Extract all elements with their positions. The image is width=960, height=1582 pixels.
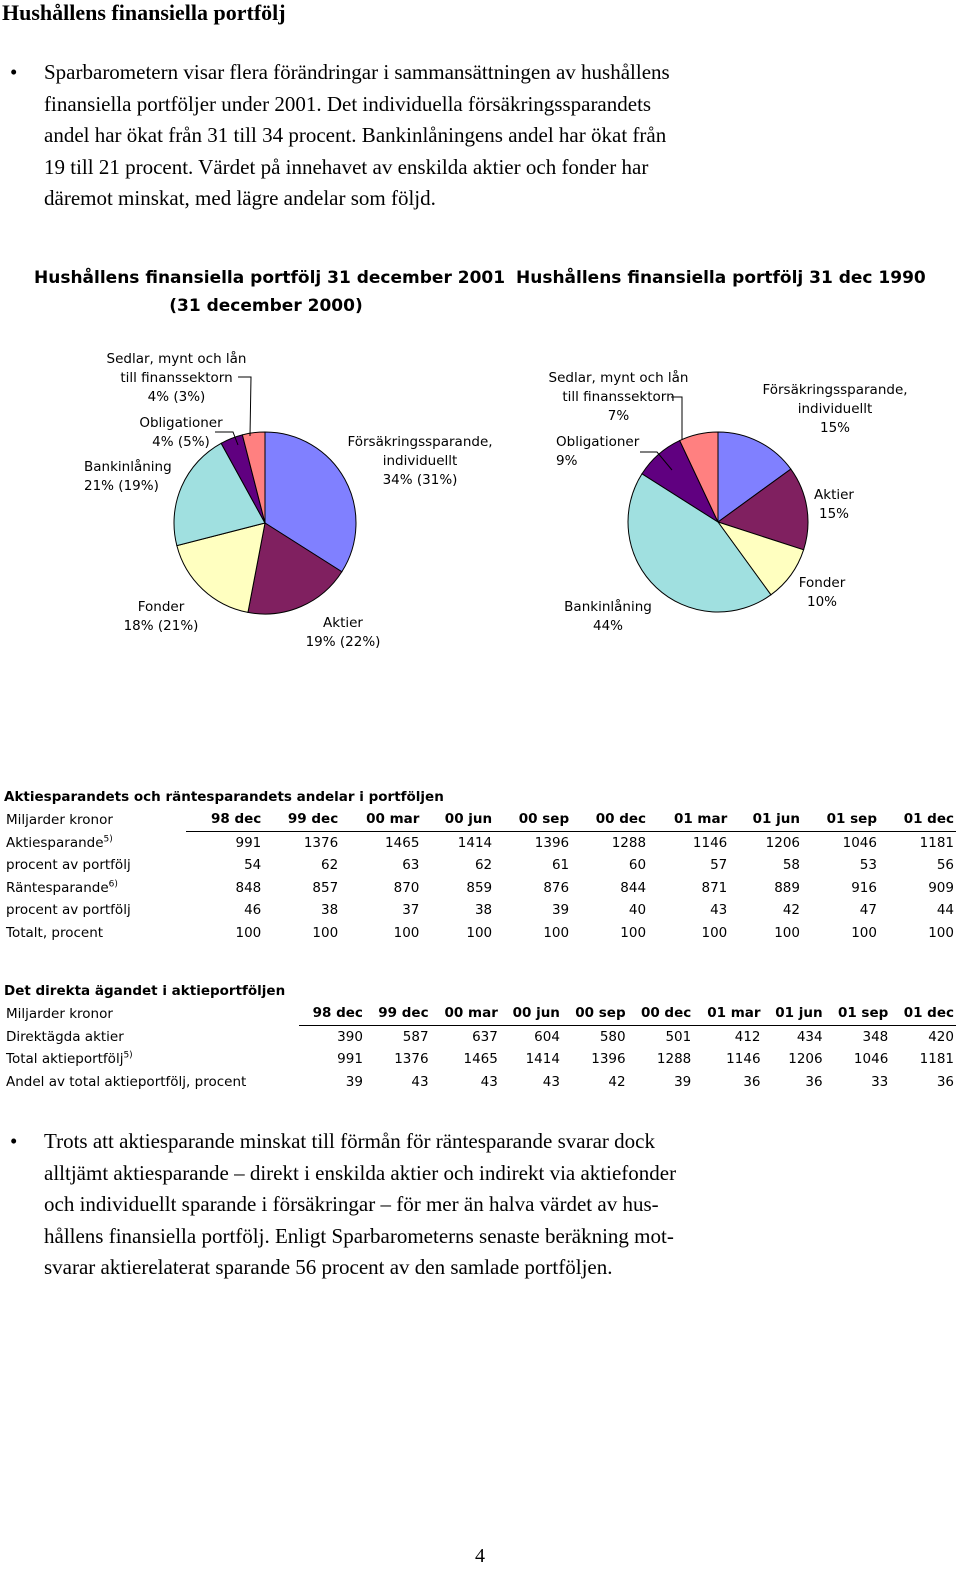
- row-label-cell: [4, 899, 186, 922]
- table-cell: 100: [543, 924, 570, 941]
- table-header-row: [4, 808, 956, 831]
- table-cell: 53: [859, 857, 877, 874]
- table1-title: Aktiesparandets och räntesparandets andelar i portföljen: [4, 789, 444, 805]
- table-cell: 420: [928, 1028, 954, 1045]
- label-fonder-2001: [118, 598, 204, 636]
- table-cell: 1396: [591, 1051, 626, 1068]
- row-label-cell: [4, 922, 186, 945]
- label-line: Fonder: [137, 599, 185, 615]
- table-cell: 871: [701, 879, 728, 896]
- bullet-line: alltjämt aktiesparande – direkt i enskilda aktier och indirekt via aktiefonder: [44, 1160, 677, 1185]
- table-row: [4, 854, 956, 877]
- table-cell: 62: [474, 857, 493, 874]
- table-row: [4, 1025, 956, 1048]
- row-label-cell: [4, 854, 186, 877]
- table-cell: 38: [474, 902, 493, 919]
- table-cell: 62: [321, 857, 339, 874]
- table-cell: 1181: [919, 1051, 954, 1068]
- table-cell: 637: [472, 1028, 498, 1045]
- row-label-cell: [4, 1071, 299, 1094]
- table-cell: 36: [743, 1073, 761, 1090]
- label-pct: 21% (19%): [84, 478, 159, 494]
- bullet-line: Sparbarometern visar flera förändringar i sammansättningen av hushållens: [44, 60, 670, 84]
- table-cell: 100: [851, 924, 877, 941]
- label-pct: 15%: [819, 420, 850, 436]
- table-cell: 46: [244, 902, 262, 919]
- column-header: 01 dec: [879, 808, 956, 831]
- label-pct: 15%: [818, 506, 849, 522]
- column-header: 01 sep: [802, 808, 879, 831]
- bullet-line: hållens finansiella portfölj. Enligt Sparbarometerns senaste beräkning mot-: [44, 1223, 674, 1248]
- label-obligationer-1990: [556, 433, 646, 471]
- table-cell: 54: [244, 857, 262, 874]
- column-header: 01 jun: [763, 1002, 825, 1025]
- label-forsakring-2001: [345, 433, 495, 490]
- table-cell: 63: [402, 857, 420, 874]
- table-cell: 1046: [853, 1051, 889, 1068]
- table-cell: 991: [337, 1051, 363, 1068]
- table-row: [4, 1048, 956, 1071]
- table-cell: 42: [608, 1073, 626, 1090]
- column-header: 99 dec: [263, 808, 340, 831]
- footnote-marker: 5): [103, 834, 113, 844]
- column-header: 00 jun: [421, 808, 494, 831]
- table-cell: 916: [851, 879, 877, 896]
- table-cell: 47: [859, 902, 877, 919]
- label-bankinlaning-1990: [560, 598, 656, 636]
- label-pct: 19% (22%): [305, 634, 381, 650]
- table-cell: 1146: [726, 1051, 761, 1068]
- table-cell: 39: [551, 902, 570, 919]
- label-aktier-2001: [300, 614, 386, 652]
- table-cell: 1376: [303, 834, 339, 851]
- table-cell: 889: [774, 879, 800, 896]
- table-cell: 33: [871, 1073, 889, 1090]
- table-cell: 857: [312, 879, 339, 896]
- label-line: Sedlar, mynt och lån: [548, 370, 689, 386]
- label-pct: 34% (31%): [382, 472, 458, 488]
- label-obligationer-2001: [134, 414, 228, 452]
- table-cell: 36: [805, 1073, 823, 1090]
- column-header: 01 jun: [729, 808, 802, 831]
- table-cell: 848: [235, 879, 262, 896]
- label-pct: 44%: [592, 618, 623, 634]
- table-cell: 991: [235, 834, 262, 851]
- row-label: Totalt, procent: [6, 924, 104, 941]
- table-cell: 43: [542, 1073, 560, 1090]
- page-heading: Hushållens finansiella portfölj: [2, 0, 286, 25]
- label-line: Obligationer: [556, 434, 640, 450]
- label-line: till finanssektorn: [562, 389, 675, 405]
- chart-title-text: Hushållens finansiella portfölj 31 dec 1990: [516, 268, 926, 288]
- row-label: Andel av total aktieportfölj, procent: [6, 1073, 247, 1090]
- label-pct: 4% (3%): [147, 389, 206, 405]
- label-line: Bankinlåning: [564, 599, 652, 615]
- table-cell: 100: [701, 924, 728, 941]
- label-sedlar-2001: [104, 350, 249, 407]
- table-direct-ownership: [4, 1002, 956, 1093]
- label-line: Försäkringssparande,: [762, 382, 908, 398]
- chart-subtitle-text: (31 december 2000): [169, 296, 363, 316]
- table-cell: 43: [411, 1073, 429, 1090]
- row-label-cell: [4, 831, 186, 854]
- bullet-dot: •: [10, 1129, 18, 1153]
- label-line: Försäkringssparande,: [347, 434, 493, 450]
- column-header: 00 dec: [571, 808, 648, 831]
- column-header: 00 mar: [431, 1002, 500, 1025]
- table-row: [4, 922, 956, 945]
- row-label: Total aktieportfölj: [6, 1051, 124, 1068]
- table-row: [4, 831, 956, 854]
- label-pct: 9%: [556, 453, 578, 469]
- column-header: 99 dec: [365, 1002, 431, 1025]
- table-cell: 1206: [788, 1051, 823, 1068]
- label-line: Aktier: [814, 487, 854, 503]
- table-cell: 38: [321, 902, 339, 919]
- table-cell: 604: [534, 1028, 560, 1045]
- table-cell: 44: [936, 902, 954, 919]
- table-cell: 56: [936, 857, 954, 874]
- table-cell: 870: [393, 879, 420, 896]
- table-cell: 100: [466, 924, 493, 941]
- table-cell: 1376: [394, 1051, 429, 1068]
- table-cell: 37: [402, 902, 420, 919]
- label-aktier-1990: [804, 486, 864, 524]
- table-cell: 1414: [457, 834, 493, 851]
- label-line: Obligationer: [139, 415, 223, 431]
- table-cell: 100: [235, 924, 262, 941]
- label-line: individuellt: [797, 401, 873, 417]
- table2-title: Det direkta ägandet i aktieportföljen: [4, 983, 286, 999]
- table-cell: 43: [480, 1073, 498, 1090]
- bullet-line: och individuellt sparande i försäkringar – för mer än halva värdet av hus-: [44, 1192, 659, 1216]
- table-portfolio-shares: [4, 808, 956, 944]
- table-cell: 1181: [919, 834, 954, 851]
- label-pct: 7%: [607, 408, 630, 424]
- label-pct: 18% (21%): [123, 618, 199, 634]
- table-cell: 58: [782, 857, 800, 874]
- table-cell: 1206: [765, 834, 800, 851]
- footnote-marker: 6): [108, 879, 118, 890]
- table-row: [4, 899, 956, 922]
- table-cell: 1288: [656, 1051, 692, 1068]
- table-cell: 909: [928, 879, 954, 896]
- label-line: Bankinlåning: [84, 459, 172, 475]
- table-cell: 61: [551, 857, 570, 874]
- pie-chart-2001: [174, 432, 356, 614]
- footnote-marker: 5): [123, 1050, 133, 1061]
- bullet-line: svarar aktierelaterat sparande 56 procent av den samlade portföljen.: [44, 1255, 613, 1279]
- table-cell: 1046: [842, 834, 877, 851]
- table-row: [4, 877, 956, 900]
- bullet-line: andel har ökat från 31 till 34 procent. Bankinlåningens andel har ökat från: [44, 123, 667, 147]
- bullet-line: däremot minskat, med lägre andelar som följd.: [44, 186, 436, 210]
- table-cell: 40: [628, 902, 647, 919]
- table-cell: 100: [620, 924, 647, 941]
- row-label: procent av portfölj: [6, 902, 131, 919]
- table-cell: 390: [337, 1028, 363, 1045]
- table-cell: 412: [734, 1028, 761, 1045]
- label-line: Aktier: [323, 615, 363, 631]
- table-cell: 36: [936, 1073, 954, 1090]
- table-cell: 1146: [692, 834, 728, 851]
- label-line: individuellt: [382, 453, 458, 469]
- table-cell: 60: [628, 857, 647, 874]
- table-cell: 1414: [525, 1051, 560, 1068]
- label-line: Sedlar, mynt och lån: [106, 351, 247, 367]
- label-bankinlaning-2001: [84, 458, 180, 496]
- bullet-dot: •: [10, 60, 18, 84]
- table-cell: 587: [402, 1028, 429, 1045]
- column-header: 98 dec: [299, 1002, 365, 1025]
- column-header: 01 sep: [825, 1002, 891, 1025]
- bullet-paragraph-2: [10, 1126, 910, 1284]
- table-cell: 348: [862, 1028, 889, 1045]
- column-header: 01 mar: [693, 1002, 762, 1025]
- bullet-line: Trots att aktiesparande minskat till förmån för räntesparande svarar dock: [44, 1129, 655, 1153]
- table-unit-label: Miljarder kronor: [6, 811, 113, 828]
- table-cell: 39: [345, 1073, 363, 1090]
- table-cell: 434: [796, 1028, 823, 1045]
- pie-chart-1990: [628, 432, 808, 612]
- table-cell: 42: [782, 902, 800, 919]
- label-pct: 10%: [806, 594, 837, 610]
- column-header: 98 dec: [186, 808, 263, 831]
- table-cell: 57: [710, 857, 728, 874]
- table-cell: 844: [620, 879, 647, 896]
- row-label: procent av portfölj: [6, 857, 131, 874]
- column-header: 00 mar: [340, 808, 421, 831]
- page-number: 4: [475, 1545, 485, 1567]
- table-cell: 876: [543, 879, 570, 896]
- label-pct: 4% (5%): [152, 434, 210, 450]
- row-label: Direktägda aktier: [6, 1028, 124, 1045]
- chart-title-text: Hushållens finansiella portfölj 31 december 2001: [34, 268, 506, 288]
- table-cell: 100: [312, 924, 339, 941]
- column-header: 00 dec: [628, 1002, 694, 1025]
- column-header: 00 jun: [500, 1002, 562, 1025]
- column-header: 01 mar: [648, 808, 729, 831]
- column-header: 00 sep: [562, 1002, 628, 1025]
- label-line: Fonder: [798, 575, 846, 591]
- label-forsakring-1990: [760, 381, 910, 438]
- table-cell: 39: [674, 1073, 692, 1090]
- row-label-cell: [4, 1025, 299, 1048]
- column-header: 00 sep: [494, 808, 571, 831]
- table-row: [4, 1071, 956, 1094]
- table-cell: 43: [710, 902, 728, 919]
- label-line: till finanssektorn: [120, 370, 233, 386]
- row-label: Räntesparande: [6, 879, 109, 896]
- table-cell: 100: [774, 924, 800, 941]
- table-cell: 1465: [385, 834, 420, 851]
- table-cell: 100: [393, 924, 420, 941]
- row-label: Aktiesparande: [6, 834, 104, 851]
- table-cell: 1465: [463, 1051, 498, 1068]
- row-label-cell: [4, 877, 186, 900]
- table-cell: 100: [928, 924, 954, 941]
- row-label-cell: [4, 1048, 299, 1071]
- table-header-row: [4, 1002, 956, 1025]
- table-cell: 859: [466, 879, 493, 896]
- table-cell: 580: [599, 1028, 626, 1045]
- label-sedlar-1990: [546, 369, 691, 426]
- table-cell: 501: [665, 1028, 692, 1045]
- table-unit-label: Miljarder kronor: [6, 1005, 113, 1022]
- bullet-line: finansiella portföljer under 2001. Det individuella försäkringssparandets: [44, 91, 652, 116]
- table-cell: 1288: [611, 834, 647, 851]
- column-header: 01 dec: [890, 1002, 956, 1025]
- bullet-line: 19 till 21 procent. Värdet på innehavet av enskilda aktier och fonder har: [44, 154, 649, 179]
- label-fonder-1990: [790, 574, 854, 612]
- table-cell: 1396: [534, 834, 570, 851]
